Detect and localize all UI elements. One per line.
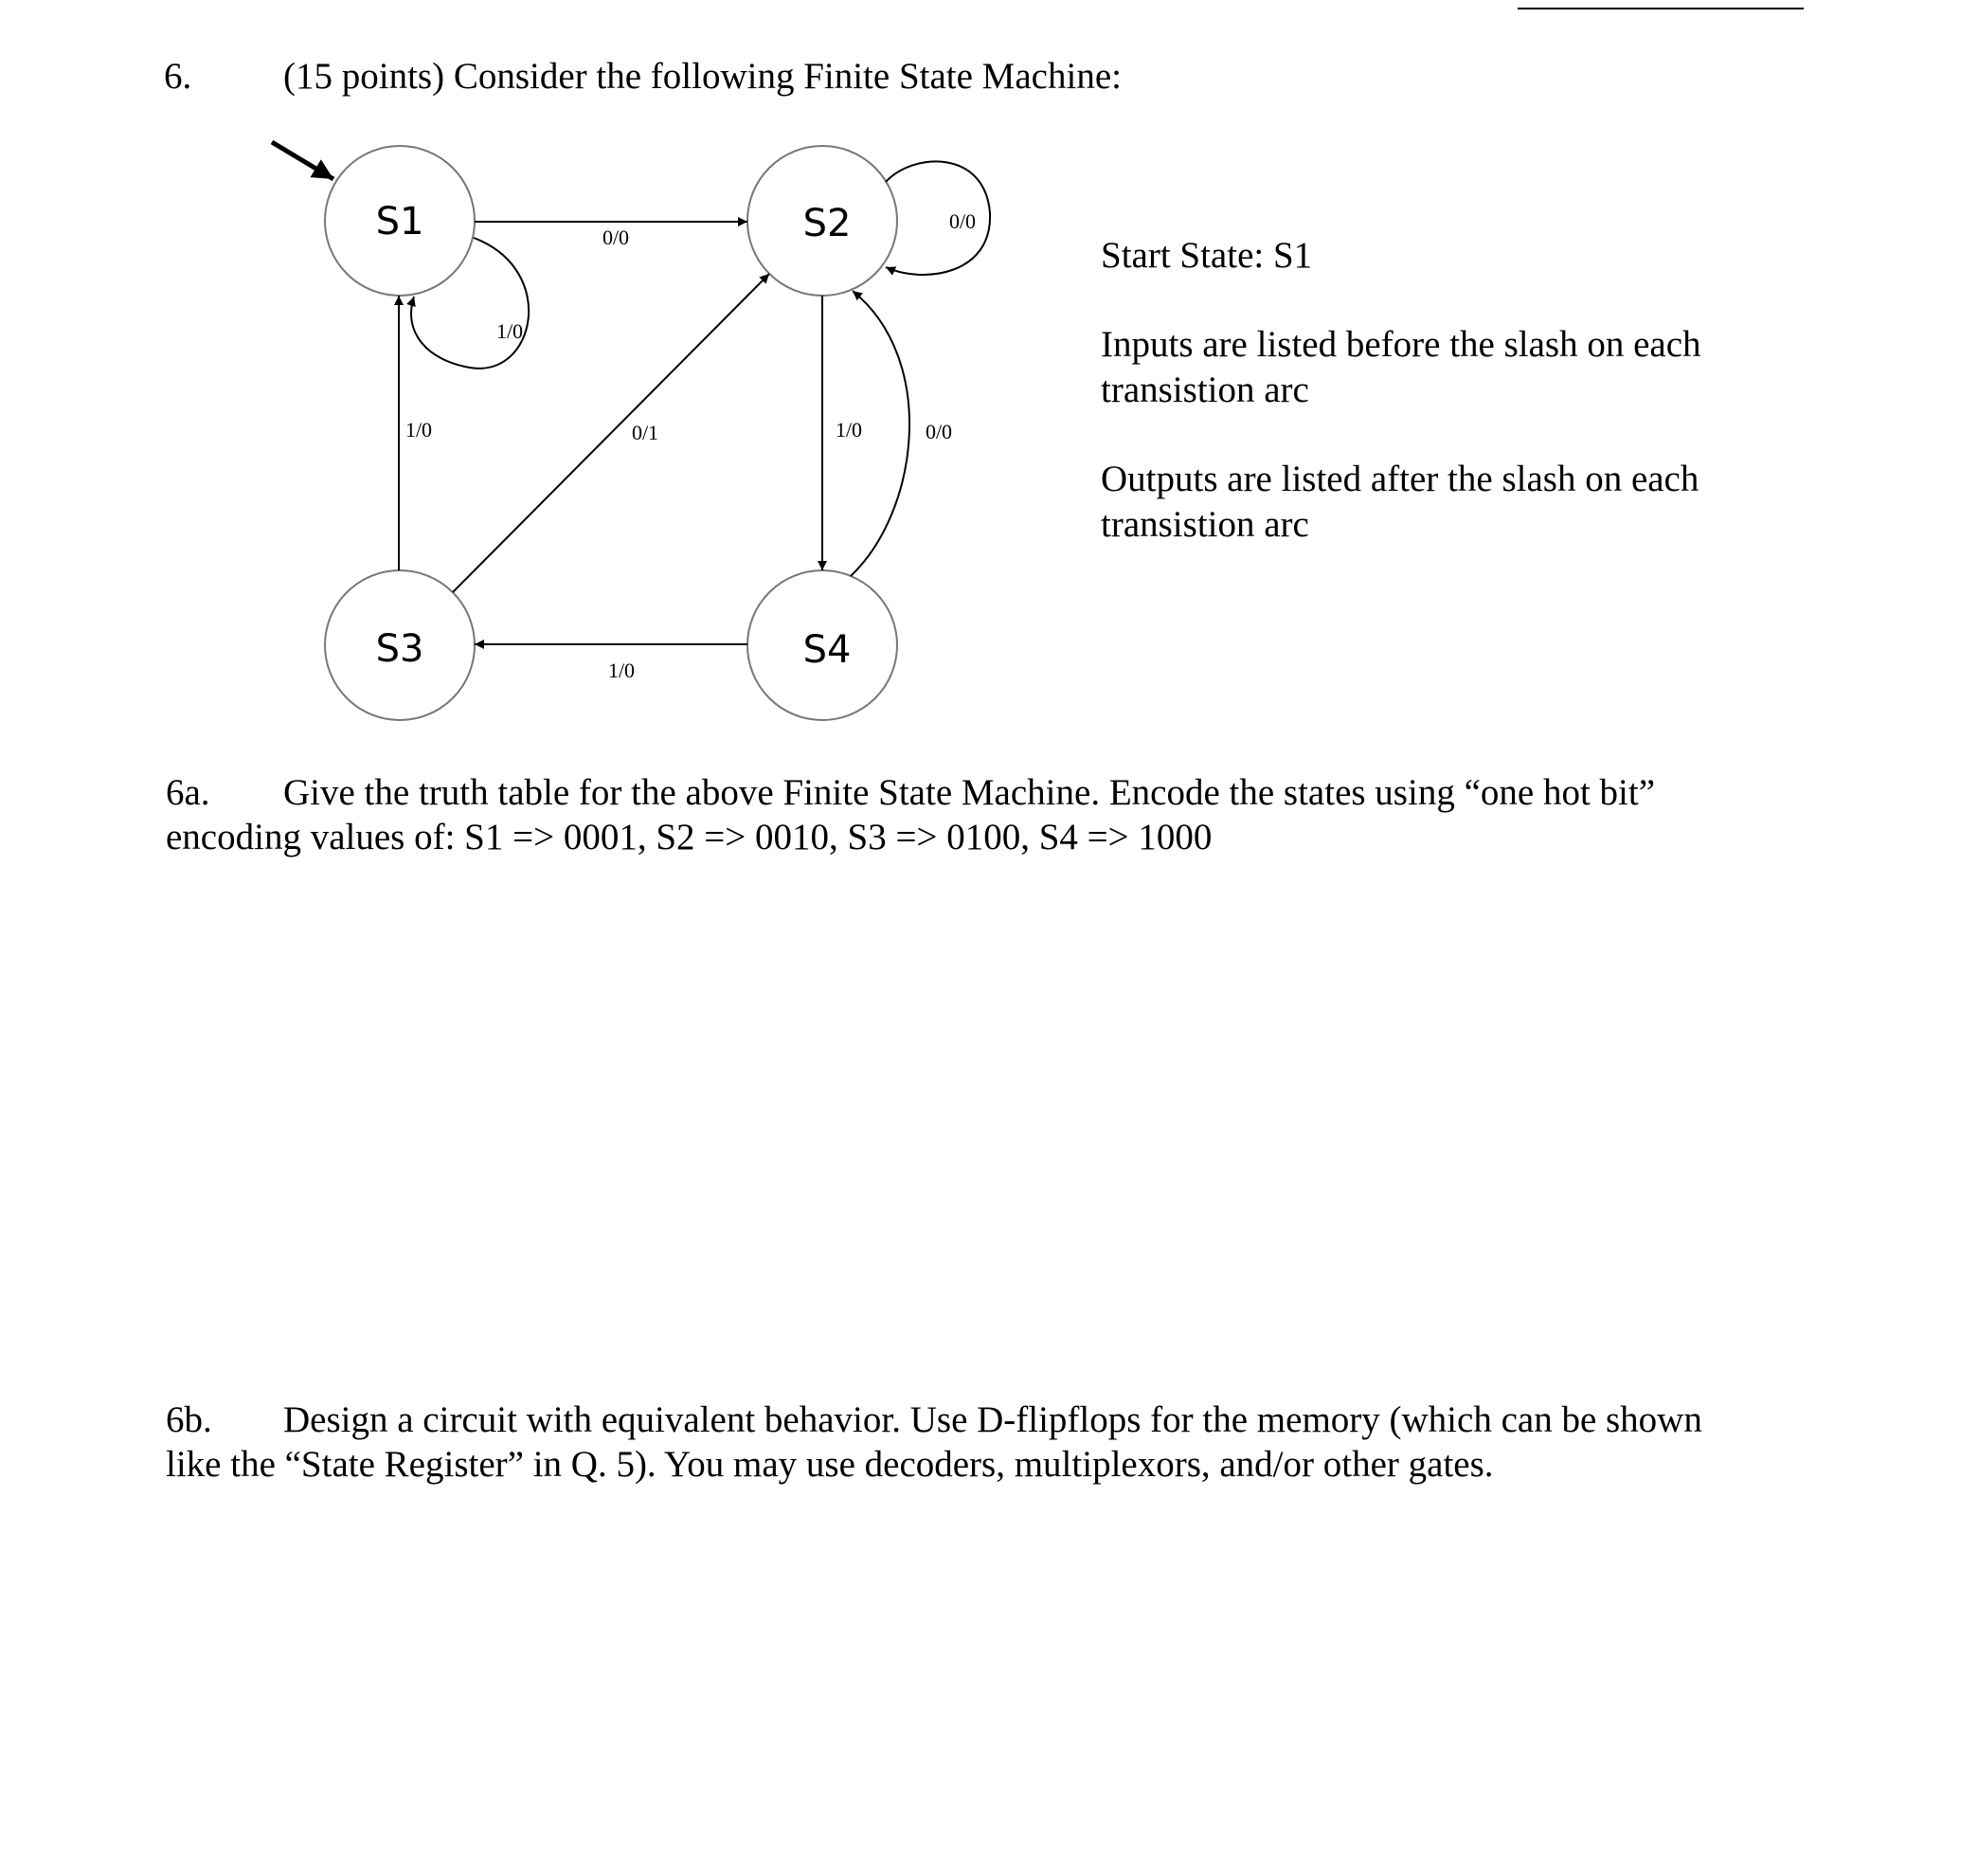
arc-s2-s4-label: 1/0 — [835, 418, 863, 442]
state-s1 — [325, 146, 475, 296]
outputs-note: Outputs are listed after the slash on each transistion arc — [1101, 459, 1699, 545]
state-s3-label: S3 — [375, 627, 424, 671]
arc-s3-s2-label: 0/1 — [631, 421, 659, 444]
state-s1-label: S1 — [375, 200, 424, 244]
part-a — [166, 770, 1655, 859]
state-s3 — [325, 570, 475, 720]
state-s2 — [747, 146, 897, 296]
arc-s1-loop-label: 1/0 — [495, 319, 524, 343]
start-arrow — [272, 142, 333, 179]
part-a-text1: Give the truth table for the above Finite State Machine. Encode the states using “one hot bit” — [283, 772, 1656, 813]
inputs-note: Inputs are listed before the slash on each transistion arc — [1101, 324, 1701, 410]
question-title: (15 points) Consider the following Finite State Machine: — [283, 56, 1122, 97]
part-a-line1 — [166, 770, 1655, 815]
part-a-line2: encoding values of: S1 => 0001, S2 => 0010, S3 => 0100, S4 => 1000 — [166, 817, 1213, 857]
arc-s3-s1-label: 1/0 — [405, 418, 433, 442]
start-state-note: Start State: S1 — [1101, 235, 1313, 276]
state-s4-label: S4 — [802, 628, 852, 672]
arc-s2-loop-label: 0/0 — [948, 209, 977, 233]
arc-s4-s2-label: 0/0 — [925, 420, 953, 443]
part-b-line1 — [166, 1398, 1702, 1442]
part-b-label: 6b. — [166, 1399, 212, 1440]
part-b-text1: Design a circuit with equivalent behavior. Use D-flipflops for the memory (which can be shown — [283, 1399, 1702, 1440]
question-number: 6. — [164, 56, 192, 97]
arc-s4-s3-label: 1/0 — [607, 658, 636, 682]
arc-s1-s2-label: 0/0 — [602, 225, 630, 249]
part-b-line2: like the “State Register” in Q. 5). You may use decoders, multiplexors, and/or other gates. — [166, 1444, 1494, 1485]
state-s2-label: S2 — [802, 202, 852, 245]
part-b — [166, 1398, 1702, 1487]
part-a-label: 6a. — [166, 772, 210, 813]
state-s4 — [747, 570, 897, 720]
